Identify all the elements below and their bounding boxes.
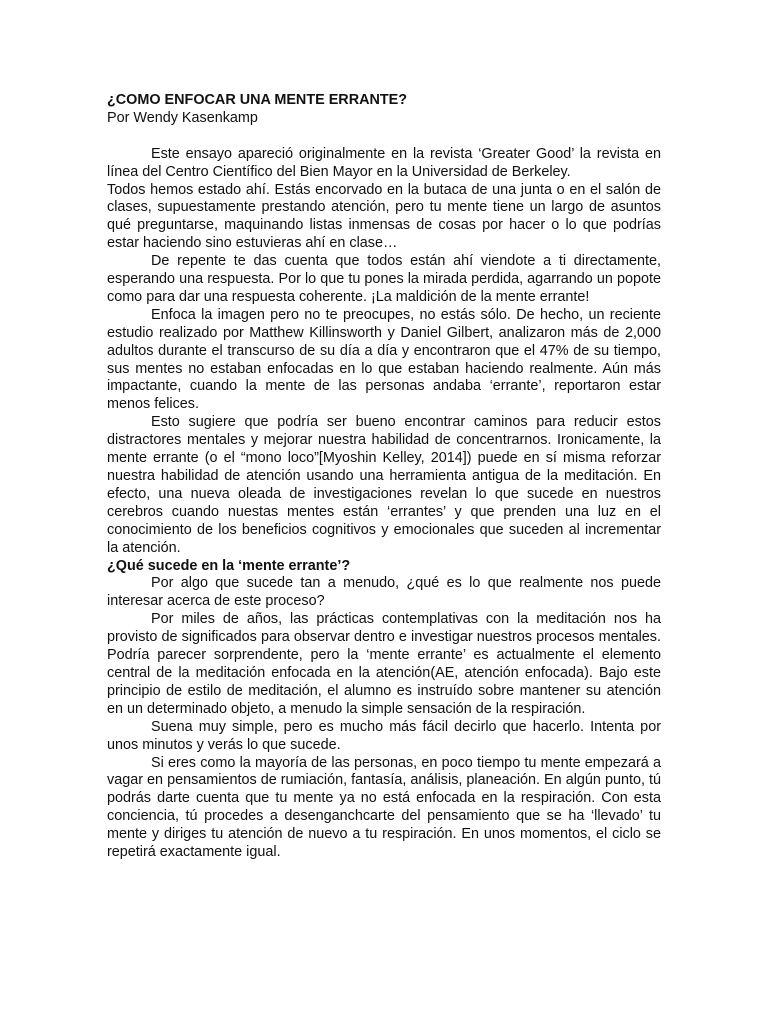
- document-body: [107, 92, 661, 862]
- section-paragraph: Por algo que sucede tan a menudo, ¿qué es lo que realmente nos puede interesar acerca de este proceso?: [107, 575, 661, 610]
- document-title: ¿COMO ENFOCAR UNA MENTE ERRANTE?: [107, 92, 408, 108]
- intro-paragraph: Esto sugiere que podría ser bueno encontrar caminos para reducir estos distractores mentales y mejorar nuestra habilidad de concentrarnos. Ironicamente, la mente errante (o el “mono loco”[Myoshin Kelley, 2014]) puede en sí misma reforzar nuestra habilidad de atención usando una herramienta antigua de la meditación. En efecto, una nueva oleada de investigaciones revelan lo que sucede en nuestros cerebros cuando nuestas mentes están ‘errantes’ y que prenden una luz en el conocimiento de los beneficios cognitivos y emocionales que suceden al incrementar la atención.: [107, 414, 661, 556]
- intro-paragraph: Este ensayo apareció originalmente en la revista ‘Greater Good’ la revista en línea del Centro Científico del Bien Mayor en la Universidad de Berkeley.: [107, 145, 661, 180]
- intro-paragraph: De repente te das cuenta que todos están ahí viendote a ti directamente, esperando una respuesta. Por lo que tu pones la mirada perdida, agarrando un popote como para dar una respuesta coherente. ¡La maldición de la mente errante!: [107, 253, 661, 305]
- intro-paragraph: Enfoca la imagen pero no te preocupes, no estás sólo. De hecho, un reciente estudio realizado por Matthew Killinsworth y Daniel Gilbert, analizaron más de 2,000 adultos durante el transcurso de su día a día y encontraron que el 47% de su tiempo, sus mentes no estaban enfocadas en lo que estaban haciendo realmente. Aún más impactante, cuando la mente de las personas andaba ‘errante’, reportaron estar menos felices.: [107, 306, 661, 413]
- section-heading: ¿Qué sucede en la ‘mente errante’?: [107, 557, 351, 574]
- section-paragraph: Por miles de años, las prácticas contemplativas con la meditación nos ha provisto de significados para observar dentro e investigar nuestros procesos mentales. Podría parecer sorprendente, pero la ‘mente errante’ es actualmente el elemento central de la meditación enfocada en la atención(AE, atención enfocada). Bajo este principio de estilo de meditación, el alumno es instruído sobre mantener su atención en un determinado objeto, a menudo la simple sensación de la respiración.: [107, 611, 661, 717]
- section-paragraph: Si eres como la mayoría de las personas, en poco tiempo tu mente empezará a vagar en pensamientos de rumiación, fantasía, análisis, planeación. En algún punto, tú podrás darte cuenta que tu mente ya no está enfocada en la respiración. Con esta conciencia, tú procedes a desenganchcarte del pensamiento que se ha ‘llevado’ tu mente y diriges tu atención de nuevo a tu respiración. En unos momentos, el ciclo se repetirá exactamente igual.: [107, 754, 661, 861]
- section-paragraph: Suena muy simple, pero es mucho más fácil decirlo que hacerlo. Intenta por unos minutos y verás lo que sucede.: [107, 718, 661, 753]
- intro-paragraph: Todos hemos estado ahí. Estás encorvado en la butaca de una junta o en el salón de clases, supuestamente prestando atención, pero tu mente tiene un largo de asuntos qué preguntarse, maquinando listas inmensas de cosas por hacer o lo que podrías estar haciendo sino estuvieras ahí en clase…: [107, 181, 661, 252]
- document-author: Por Wendy Kasenkamp: [107, 109, 258, 126]
